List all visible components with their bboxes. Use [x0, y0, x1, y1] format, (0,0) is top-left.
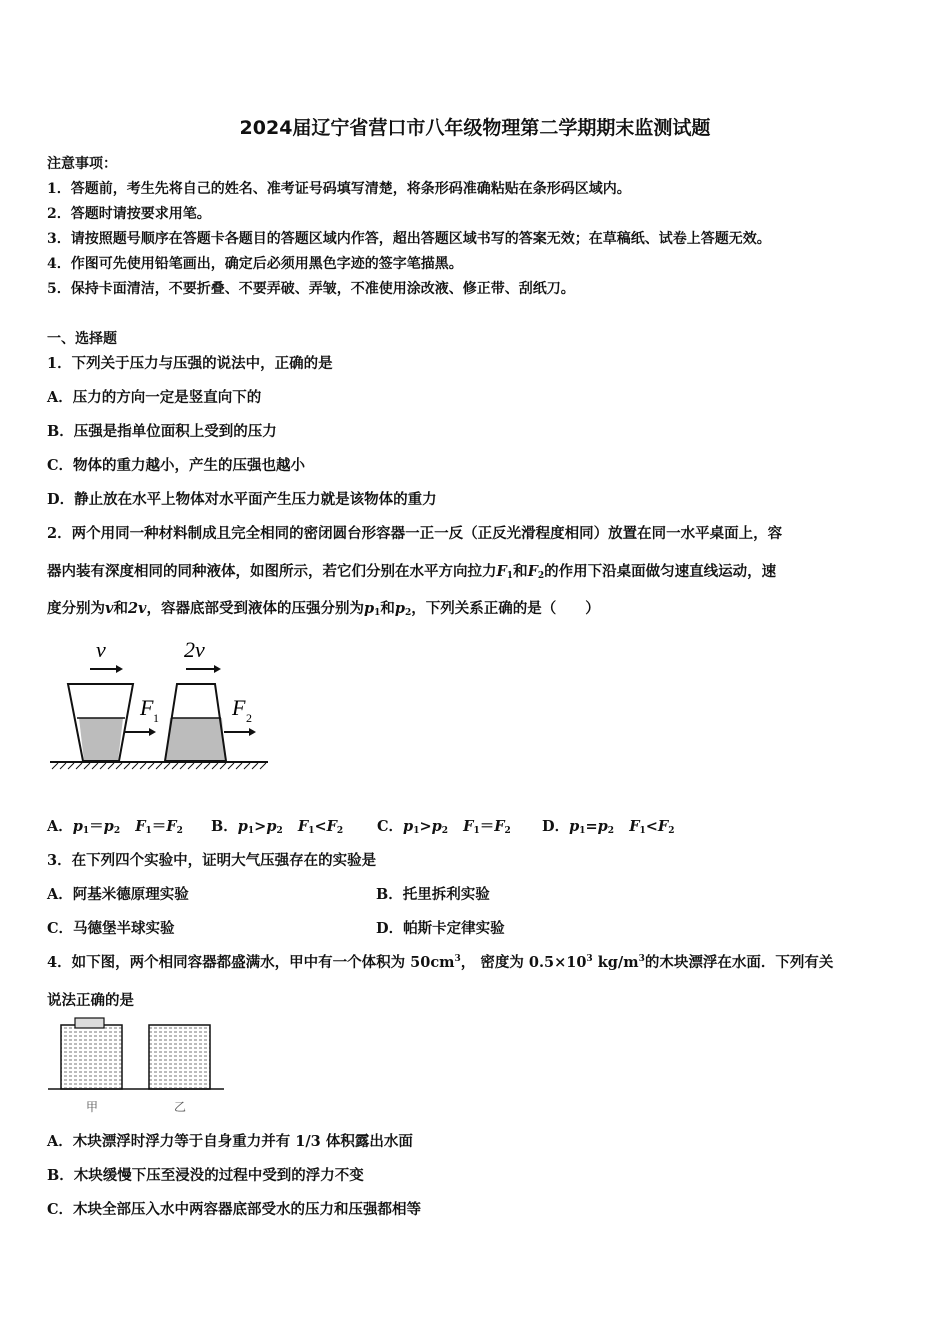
container-jia — [61, 1025, 122, 1089]
v-label: v — [96, 637, 106, 662]
q1-stem: 1．下列关于压力与压强的说法中，正确的是 — [47, 355, 333, 372]
f2-label: F — [232, 695, 246, 720]
q2-options — [47, 815, 674, 836]
q1-option-c: C．物体的重力越小，产生的压强也越小 — [47, 457, 306, 474]
q4-option-a: A．木块漂浮时浮力等于自身重力并有 1/3 体积露出水面 — [47, 1133, 413, 1150]
section-heading: 一、选择题 — [47, 331, 117, 347]
notice-heading: 注意事项： — [47, 156, 117, 172]
q1-option-d: D．静止放在水平上物体对水平面产生压力就是该物体的重力 — [47, 491, 437, 508]
notice-item: 2．答题时请按要求用笔。 — [47, 206, 211, 222]
f1-arrowhead — [149, 728, 156, 736]
container-yi — [149, 1025, 210, 1089]
q3-option-d: D．帕斯卡定律实验 — [376, 920, 505, 937]
q2-containers-figure — [44, 630, 274, 775]
q3-option-c: C．马德堡半球实验 — [47, 920, 175, 937]
q3-option-a: A．阿基米德原理实验 — [47, 886, 189, 903]
q2-line3: 度分别为v和2v，容器底部受到液体的压强分别为$p_1$和$p_2$，下列关系正确的是（ ） — [47, 600, 600, 618]
q4-line1: 4．如下图，两个相同容器都盛满水，甲中有一个体积为 $50cm^3$， 密度为 $0.5\times 10^3$ $kg/m^3$的木块漂浮在水面．下列有关 — [47, 954, 834, 971]
f1-label: F — [140, 695, 154, 720]
q3-option-b: B．托里拆利实验 — [376, 886, 490, 903]
notice-item: 5．保持卡面清洁，不要折叠、不要弄破、弄皱，不准使用涂改液、修正带、刮纸刀。 — [47, 281, 575, 297]
2v-label: 2v — [184, 637, 205, 662]
notice-item: 4．作图可先使用铅笔画出，确定后必须用黑色字迹的签字笔描黑。 — [47, 256, 463, 272]
q1-option-a: A．压力的方向一定是竖直向下的 — [47, 389, 262, 406]
q1-option-b: B．压强是指单位面积上受到的压力 — [47, 423, 277, 440]
q4-line2: 说法正确的是 — [47, 992, 134, 1009]
label-yi: 乙 — [174, 1100, 187, 1114]
label-jia: 甲 — [86, 1100, 99, 1114]
q2-option-c: C．$p_1>p_2$ $F_1=F_2$ — [377, 818, 511, 836]
ground-hatch — [52, 763, 266, 769]
notice-item: 3．请按照题号顺序在答题卡各题目的答题区域内作答，超出答题区域书写的答案无效；在草稿纸、试卷上答题无效。 — [47, 231, 771, 247]
f2-subscript: 2 — [246, 711, 252, 725]
right-liquid — [165, 718, 225, 761]
q4-option-c: C．木块全部压入水中两容器底部受水的压力和压强都相等 — [47, 1201, 422, 1218]
v-arrowhead — [116, 665, 123, 673]
q2-option-a: A．$p_1=p_2$ $F_1=F_2$ — [47, 818, 183, 836]
q2-option-d: D．$p_1=p_2$ $F_1<F_2$ — [542, 818, 675, 836]
2v-arrowhead — [214, 665, 221, 673]
q2-line1: 2．两个用同一种材料制成且完全相同的密闭圆台形容器一正一反（正反光滑程度相同）放置在同一水平桌面上，容 — [47, 525, 783, 542]
left-liquid — [79, 718, 123, 761]
q2-line2: 器内装有深度相同的同种液体，如图所示，若它们分别在水平方向拉力$F_1$和$F_2$的作用下沿桌面做匀速直线运动，速 — [47, 563, 777, 581]
page-title: 2024届辽宁省营口市八年级物理第二学期期末监测试题 — [239, 117, 711, 139]
wood-block — [75, 1018, 104, 1028]
q3-stem: 3．在下列四个实验中，证明大气压强存在的实验是 — [47, 852, 377, 869]
f2-arrowhead — [249, 728, 256, 736]
q2-option-b: B．$p_1>p_2$ $F_1<F_2$ — [211, 818, 344, 836]
q4-containers-figure — [44, 1014, 234, 1118]
q4-option-b: B．木块缓慢下压至浸没的过程中受到的浮力不变 — [47, 1167, 364, 1184]
notice-item: 1．答题前，考生先将自己的姓名、准考证号码填写清楚，将条形码准确粘贴在条形码区域内。 — [47, 181, 631, 197]
f1-subscript: 1 — [153, 711, 159, 725]
